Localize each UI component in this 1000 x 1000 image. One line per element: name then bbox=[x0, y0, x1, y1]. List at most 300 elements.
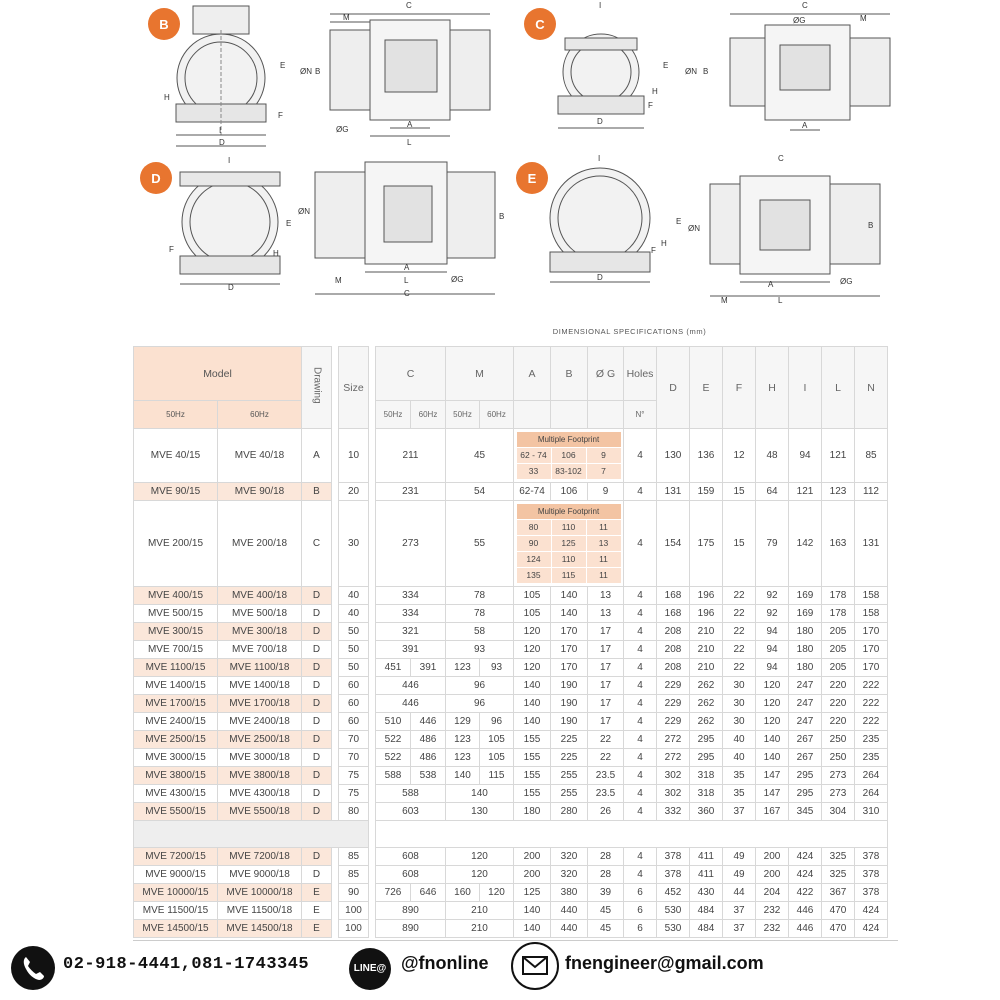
i-cell: 267 bbox=[789, 731, 822, 749]
d-cell: 229 bbox=[657, 677, 690, 695]
c-50hz-cell: 510 bbox=[376, 713, 411, 731]
holes-cell: 4 bbox=[624, 749, 657, 767]
b-cell: 380 bbox=[551, 884, 588, 902]
size-cell: 40 bbox=[339, 605, 369, 623]
holes-cell: 4 bbox=[624, 623, 657, 641]
drawing-cell: D bbox=[302, 695, 332, 713]
a-cell: 62-74 bbox=[514, 483, 551, 501]
model-60hz-header: 60Hz bbox=[218, 401, 302, 429]
n-cell: 378 bbox=[855, 884, 888, 902]
drawing-cell: D bbox=[302, 803, 332, 821]
table-row bbox=[134, 659, 888, 677]
l-cell: 123 bbox=[822, 483, 855, 501]
e-cell: 318 bbox=[690, 767, 723, 785]
b-cell: 106 bbox=[551, 483, 588, 501]
svg-text:D: D bbox=[151, 171, 161, 186]
c-cell: 334 bbox=[376, 605, 446, 623]
footprint-value: 110 bbox=[551, 552, 586, 568]
m-60hz-cell: 105 bbox=[480, 749, 514, 767]
drawing-cell: D bbox=[302, 749, 332, 767]
table-row bbox=[134, 866, 888, 884]
i-cell: 247 bbox=[789, 713, 822, 731]
spec-title: DIMENSIONAL SPECIFICATIONS (mm) bbox=[552, 327, 707, 336]
e-cell: 262 bbox=[690, 713, 723, 731]
h-cell: 147 bbox=[756, 785, 789, 803]
f-cell: 30 bbox=[723, 713, 756, 731]
l-cell: 367 bbox=[822, 884, 855, 902]
a-cell: 155 bbox=[514, 731, 551, 749]
m-cell: 96 bbox=[446, 695, 514, 713]
m-50hz-cell: 129 bbox=[446, 713, 480, 731]
b-cell: 280 bbox=[551, 803, 588, 821]
g-cell: 17 bbox=[588, 677, 624, 695]
table-row bbox=[134, 587, 888, 605]
m-cell: 55 bbox=[446, 501, 514, 587]
e-cell: 411 bbox=[690, 866, 723, 884]
holes-cell: 4 bbox=[624, 713, 657, 731]
i-cell: 180 bbox=[789, 623, 822, 641]
email-address: fnengineer@gmail.com bbox=[565, 953, 764, 973]
table-row bbox=[134, 623, 888, 641]
a-cell: 140 bbox=[514, 902, 551, 920]
model-50hz-cell: MVE 1400/15 bbox=[134, 677, 218, 695]
e-cell: 262 bbox=[690, 695, 723, 713]
svg-text:B: B bbox=[315, 67, 321, 76]
svg-text:M: M bbox=[335, 276, 342, 285]
drawing-badge-d bbox=[140, 162, 172, 194]
g-cell: 17 bbox=[588, 623, 624, 641]
model-60hz-cell: MVE 90/18 bbox=[218, 483, 302, 501]
c-50hz-cell: 522 bbox=[376, 749, 411, 767]
model-60hz-cell: MVE 1700/18 bbox=[218, 695, 302, 713]
spec-table-body bbox=[134, 347, 888, 938]
footprint-value: 33 bbox=[516, 464, 551, 480]
holes-cell: 4 bbox=[624, 587, 657, 605]
e-cell: 318 bbox=[690, 785, 723, 803]
h-cell: 232 bbox=[756, 902, 789, 920]
i-cell: 446 bbox=[789, 920, 822, 938]
svg-text:E: E bbox=[280, 61, 286, 70]
n-cell: 131 bbox=[855, 501, 888, 587]
n-cell: 264 bbox=[855, 767, 888, 785]
g-cell: 23.5 bbox=[588, 785, 624, 803]
svg-text:ØN: ØN bbox=[298, 207, 310, 216]
drawings-area bbox=[140, 0, 900, 305]
footprint-value: 13 bbox=[586, 536, 621, 552]
i-cell: 142 bbox=[789, 501, 822, 587]
i-cell: 121 bbox=[789, 483, 822, 501]
c-cell: 608 bbox=[376, 866, 446, 884]
m-50hz-header: 50Hz bbox=[446, 401, 480, 429]
c-50hz-header: 50Hz bbox=[376, 401, 411, 429]
holes-cell: 6 bbox=[624, 902, 657, 920]
size-cell: 75 bbox=[339, 785, 369, 803]
f-cell: 22 bbox=[723, 605, 756, 623]
holes-cell: 4 bbox=[624, 605, 657, 623]
size-cell: 80 bbox=[339, 803, 369, 821]
a-cell: 120 bbox=[514, 641, 551, 659]
svg-text:C: C bbox=[802, 1, 808, 10]
svg-text:ØN: ØN bbox=[685, 67, 697, 76]
svg-text:E: E bbox=[676, 217, 682, 226]
holes-cell: 6 bbox=[624, 884, 657, 902]
h-cell: 140 bbox=[756, 731, 789, 749]
header-row bbox=[134, 347, 888, 401]
i-cell: 295 bbox=[789, 785, 822, 803]
a-cell: 140 bbox=[514, 713, 551, 731]
f-cell: 49 bbox=[723, 848, 756, 866]
i-cell: 94 bbox=[789, 429, 822, 483]
holes-cell: 4 bbox=[624, 803, 657, 821]
holes-cell: 6 bbox=[624, 920, 657, 938]
g-cell: 17 bbox=[588, 641, 624, 659]
h-cell: 147 bbox=[756, 767, 789, 785]
mail-icon bbox=[511, 942, 559, 990]
e-cell: 262 bbox=[690, 677, 723, 695]
d-cell: 229 bbox=[657, 695, 690, 713]
m-60hz-cell: 105 bbox=[480, 731, 514, 749]
m-cell: 93 bbox=[446, 641, 514, 659]
l-cell: 178 bbox=[822, 587, 855, 605]
table-row bbox=[134, 803, 888, 821]
m-50hz-cell: 123 bbox=[446, 749, 480, 767]
size-cell: 90 bbox=[339, 884, 369, 902]
h-cell: 79 bbox=[756, 501, 789, 587]
model-50hz-cell: MVE 500/15 bbox=[134, 605, 218, 623]
table-row bbox=[134, 785, 888, 803]
model-50hz-cell: MVE 90/15 bbox=[134, 483, 218, 501]
e-cell: 484 bbox=[690, 902, 723, 920]
b-cell: 140 bbox=[551, 605, 588, 623]
g-cell: 22 bbox=[588, 731, 624, 749]
g-cell: 39 bbox=[588, 884, 624, 902]
a-header: A bbox=[514, 347, 551, 401]
m-60hz-cell: 120 bbox=[480, 884, 514, 902]
svg-text:L: L bbox=[404, 276, 409, 285]
g-cell: 45 bbox=[588, 920, 624, 938]
m-50hz-cell: 123 bbox=[446, 659, 480, 677]
i-cell: 345 bbox=[789, 803, 822, 821]
drawing-cell: A bbox=[302, 429, 332, 483]
svg-text:ØG: ØG bbox=[451, 275, 464, 284]
d-header: D bbox=[657, 347, 690, 429]
d-cell: 272 bbox=[657, 731, 690, 749]
f-cell: 49 bbox=[723, 866, 756, 884]
model-60hz-cell: MVE 9000/18 bbox=[218, 866, 302, 884]
l-cell: 178 bbox=[822, 605, 855, 623]
m-50hz-cell: 140 bbox=[446, 767, 480, 785]
footprint-value: 115 bbox=[551, 568, 586, 584]
d-cell: 168 bbox=[657, 587, 690, 605]
n-cell: 85 bbox=[855, 429, 888, 483]
model-50hz-cell: MVE 11500/15 bbox=[134, 902, 218, 920]
f-cell: 15 bbox=[723, 501, 756, 587]
model-60hz-cell: MVE 5500/18 bbox=[218, 803, 302, 821]
model-50hz-cell: MVE 1100/15 bbox=[134, 659, 218, 677]
c-cell: 273 bbox=[376, 501, 446, 587]
multiple-footprint-table bbox=[516, 503, 622, 584]
h-cell: 92 bbox=[756, 605, 789, 623]
svg-text:I: I bbox=[599, 1, 602, 10]
i-cell: 422 bbox=[789, 884, 822, 902]
multiple-footprint-table bbox=[516, 431, 622, 480]
line-id: @fnonline bbox=[401, 953, 489, 973]
holes-subheader: N° bbox=[624, 401, 657, 429]
c-cell: 334 bbox=[376, 587, 446, 605]
l-cell: 220 bbox=[822, 695, 855, 713]
m-cell: 120 bbox=[446, 866, 514, 884]
svg-text:B: B bbox=[703, 67, 709, 76]
table-row bbox=[134, 767, 888, 785]
g-cell: 28 bbox=[588, 848, 624, 866]
model-60hz-cell: MVE 1400/18 bbox=[218, 677, 302, 695]
e-cell: 136 bbox=[690, 429, 723, 483]
holes-cell: 4 bbox=[624, 785, 657, 803]
g-header: Ø G bbox=[588, 347, 624, 401]
f-cell: 35 bbox=[723, 767, 756, 785]
multiple-footprint-title: Multiple Footprint bbox=[516, 432, 621, 448]
h-cell: 94 bbox=[756, 623, 789, 641]
model-50hz-header: 50Hz bbox=[134, 401, 218, 429]
f-cell: 22 bbox=[723, 587, 756, 605]
footprint-value: 7 bbox=[586, 464, 621, 480]
svg-text:I: I bbox=[598, 154, 601, 163]
b-cell: 320 bbox=[551, 866, 588, 884]
g-cell: 22 bbox=[588, 749, 624, 767]
d-cell: 452 bbox=[657, 884, 690, 902]
e-cell: 196 bbox=[690, 605, 723, 623]
holes-header: Holes bbox=[624, 347, 657, 401]
l-cell: 273 bbox=[822, 767, 855, 785]
g-cell: 23.5 bbox=[588, 767, 624, 785]
a-cell: 120 bbox=[514, 659, 551, 677]
table-row bbox=[134, 848, 888, 866]
table-row bbox=[134, 605, 888, 623]
svg-text:ØG: ØG bbox=[336, 125, 349, 134]
size-cell: 20 bbox=[339, 483, 369, 501]
e-cell: 159 bbox=[690, 483, 723, 501]
h-cell: 167 bbox=[756, 803, 789, 821]
table-row bbox=[134, 902, 888, 920]
d-cell: 168 bbox=[657, 605, 690, 623]
c-cell: 321 bbox=[376, 623, 446, 641]
l-cell: 325 bbox=[822, 848, 855, 866]
f-cell: 40 bbox=[723, 731, 756, 749]
footprint-value: 83-102 bbox=[551, 464, 586, 480]
drawing-cell: D bbox=[302, 623, 332, 641]
model-60hz-cell: MVE 500/18 bbox=[218, 605, 302, 623]
m-cell: 120 bbox=[446, 848, 514, 866]
svg-text:A: A bbox=[404, 263, 410, 272]
footprint-value: 11 bbox=[586, 520, 621, 536]
model-50hz-cell: MVE 9000/15 bbox=[134, 866, 218, 884]
drawing-cell: D bbox=[302, 587, 332, 605]
d-cell: 378 bbox=[657, 866, 690, 884]
model-60hz-cell: MVE 3800/18 bbox=[218, 767, 302, 785]
drawing-cell: E bbox=[302, 920, 332, 938]
table-row bbox=[134, 731, 888, 749]
drawing-badge-e bbox=[516, 162, 548, 194]
svg-text:D: D bbox=[228, 283, 234, 292]
l-cell: 470 bbox=[822, 920, 855, 938]
n-cell: 170 bbox=[855, 623, 888, 641]
drawing-cell: D bbox=[302, 605, 332, 623]
svg-text:C: C bbox=[778, 154, 784, 163]
m-60hz-header: 60Hz bbox=[480, 401, 514, 429]
drawing-cell: D bbox=[302, 767, 332, 785]
i-cell: 424 bbox=[789, 866, 822, 884]
i-cell: 180 bbox=[789, 641, 822, 659]
model-50hz-cell: MVE 1700/15 bbox=[134, 695, 218, 713]
a-cell: 125 bbox=[514, 884, 551, 902]
model-60hz-cell: MVE 7200/18 bbox=[218, 848, 302, 866]
c-header: C bbox=[376, 347, 446, 401]
model-50hz-cell: MVE 10000/15 bbox=[134, 884, 218, 902]
model-60hz-cell: MVE 11500/18 bbox=[218, 902, 302, 920]
b-cell: 255 bbox=[551, 785, 588, 803]
e-cell: 210 bbox=[690, 641, 723, 659]
holes-cell: 4 bbox=[624, 848, 657, 866]
c-cell: 391 bbox=[376, 641, 446, 659]
l-cell: 273 bbox=[822, 785, 855, 803]
n-cell: 264 bbox=[855, 785, 888, 803]
a-cell: 180 bbox=[514, 803, 551, 821]
i-cell: 267 bbox=[789, 749, 822, 767]
l-cell: 304 bbox=[822, 803, 855, 821]
svg-text:C: C bbox=[404, 289, 410, 298]
drawing-cell: D bbox=[302, 713, 332, 731]
drawing-cell: D bbox=[302, 785, 332, 803]
m-60hz-cell: 96 bbox=[480, 713, 514, 731]
size-cell: 100 bbox=[339, 920, 369, 938]
size-cell: 50 bbox=[339, 659, 369, 677]
footprint-value: 80 bbox=[516, 520, 551, 536]
l-cell: 205 bbox=[822, 641, 855, 659]
m-50hz-cell: 160 bbox=[446, 884, 480, 902]
size-cell: 70 bbox=[339, 749, 369, 767]
model-50hz-cell: MVE 7200/15 bbox=[134, 848, 218, 866]
model-50hz-cell: MVE 3000/15 bbox=[134, 749, 218, 767]
size-cell: 60 bbox=[339, 713, 369, 731]
table-row bbox=[134, 695, 888, 713]
c-cell: 446 bbox=[376, 677, 446, 695]
m-cell: 78 bbox=[446, 605, 514, 623]
svg-text:L: L bbox=[778, 296, 783, 305]
n-cell: 235 bbox=[855, 731, 888, 749]
model-50hz-cell: MVE 14500/15 bbox=[134, 920, 218, 938]
f-cell: 35 bbox=[723, 785, 756, 803]
f-cell: 12 bbox=[723, 429, 756, 483]
n-cell: 235 bbox=[855, 749, 888, 767]
d-cell: 530 bbox=[657, 920, 690, 938]
h-cell: 120 bbox=[756, 695, 789, 713]
b-cell: 170 bbox=[551, 623, 588, 641]
size-cell: 60 bbox=[339, 677, 369, 695]
g-cell: 9 bbox=[588, 483, 624, 501]
c-cell: 890 bbox=[376, 902, 446, 920]
m-cell: 96 bbox=[446, 677, 514, 695]
e-cell: 196 bbox=[690, 587, 723, 605]
e-cell: 210 bbox=[690, 659, 723, 677]
d-cell: 229 bbox=[657, 713, 690, 731]
m-cell: 78 bbox=[446, 587, 514, 605]
b-header: B bbox=[551, 347, 588, 401]
b-cell: 140 bbox=[551, 587, 588, 605]
model-60hz-cell: MVE 2400/18 bbox=[218, 713, 302, 731]
model-50hz-cell: MVE 2400/15 bbox=[134, 713, 218, 731]
model-60hz-cell: MVE 300/18 bbox=[218, 623, 302, 641]
c-cell: 603 bbox=[376, 803, 446, 821]
d-cell: 302 bbox=[657, 767, 690, 785]
d-cell: 130 bbox=[657, 429, 690, 483]
n-cell: 378 bbox=[855, 866, 888, 884]
m-cell: 140 bbox=[446, 785, 514, 803]
n-header: N bbox=[855, 347, 888, 429]
f-cell: 40 bbox=[723, 749, 756, 767]
h-cell: 120 bbox=[756, 677, 789, 695]
d-cell: 208 bbox=[657, 641, 690, 659]
c-60hz-cell: 486 bbox=[411, 731, 446, 749]
b-cell: 320 bbox=[551, 848, 588, 866]
d-cell: 302 bbox=[657, 785, 690, 803]
g-cell: 45 bbox=[588, 902, 624, 920]
c-50hz-cell: 726 bbox=[376, 884, 411, 902]
c-50hz-cell: 588 bbox=[376, 767, 411, 785]
a-cell: 200 bbox=[514, 848, 551, 866]
n-cell: 112 bbox=[855, 483, 888, 501]
drawing-cell: C bbox=[302, 501, 332, 587]
holes-cell: 4 bbox=[624, 641, 657, 659]
svg-text:A: A bbox=[768, 280, 774, 289]
c-60hz-cell: 538 bbox=[411, 767, 446, 785]
size-cell: 50 bbox=[339, 641, 369, 659]
svg-text:A: A bbox=[802, 121, 808, 130]
drawing-header: Drawing bbox=[302, 347, 332, 429]
c-cell: 446 bbox=[376, 695, 446, 713]
f-cell: 22 bbox=[723, 641, 756, 659]
b-cell: 440 bbox=[551, 902, 588, 920]
n-cell: 170 bbox=[855, 641, 888, 659]
svg-text:C: C bbox=[406, 1, 412, 10]
g-cell: 13 bbox=[588, 605, 624, 623]
size-cell: 60 bbox=[339, 695, 369, 713]
b-cell: 255 bbox=[551, 767, 588, 785]
e-cell: 210 bbox=[690, 623, 723, 641]
e-cell: 295 bbox=[690, 731, 723, 749]
a-cell: 155 bbox=[514, 767, 551, 785]
footprint-value: 11 bbox=[586, 568, 621, 584]
i-cell: 446 bbox=[789, 902, 822, 920]
model-50hz-cell: MVE 5500/15 bbox=[134, 803, 218, 821]
svg-text:E: E bbox=[663, 61, 669, 70]
l-cell: 250 bbox=[822, 731, 855, 749]
g-cell: 26 bbox=[588, 803, 624, 821]
model-50hz-cell: MVE 300/15 bbox=[134, 623, 218, 641]
drawing-badge-b bbox=[148, 8, 180, 40]
i-cell: 424 bbox=[789, 848, 822, 866]
i-cell: 169 bbox=[789, 587, 822, 605]
m-cell: 58 bbox=[446, 623, 514, 641]
drawing-cell: D bbox=[302, 677, 332, 695]
svg-text:B: B bbox=[159, 17, 169, 32]
holes-cell: 4 bbox=[624, 731, 657, 749]
n-cell: 170 bbox=[855, 659, 888, 677]
d-cell: 530 bbox=[657, 902, 690, 920]
a-cell: 155 bbox=[514, 749, 551, 767]
phone-numbers: 02-918-4441,081-1743345 bbox=[63, 955, 310, 974]
c-cell: 890 bbox=[376, 920, 446, 938]
svg-text:I: I bbox=[228, 156, 231, 165]
